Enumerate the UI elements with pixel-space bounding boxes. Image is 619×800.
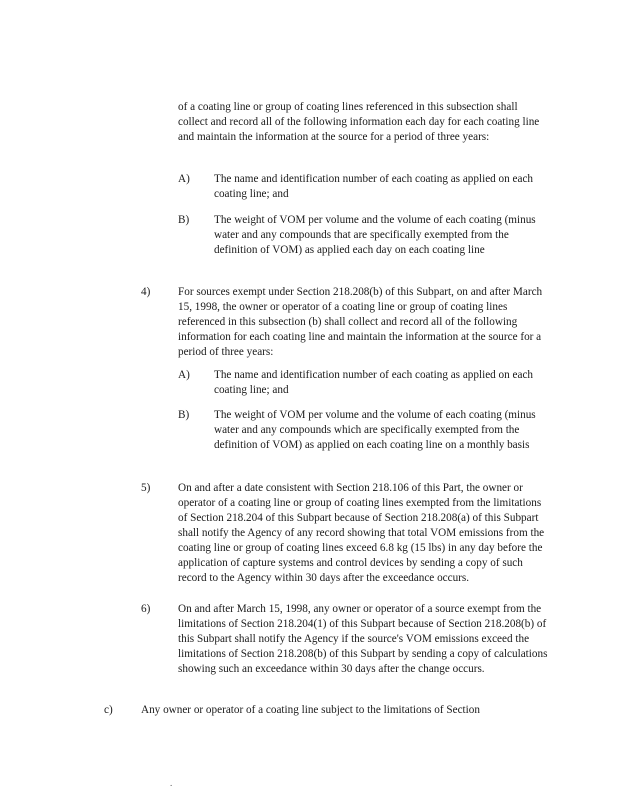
item-4-label: 4) — [141, 286, 151, 298]
item-6-text: On and after March 15, 1998, any owner or operator of a source exempt from the limitations of Section 218.204(1) of this Subpart because of Section 218.208(b) of this Subpart shall notify the Agency if the source's VOM emissions exceed the limitations of Section 218.208(b) of this Subpart by sending a copy of calculations showing such an exceedance within 30 days after the change occurs. — [178, 603, 548, 675]
footer-mark: . — [170, 778, 173, 788]
item-4-sub-b-label: B) — [178, 409, 190, 421]
item-5-label: 5) — [141, 482, 151, 494]
item-4-text: For sources exempt under Section 218.208(b) of this Subpart, on and after March 15, 1998, the owner or operator of a coating line or group of coating lines referenced in this subsection (b) shall collect and record all of the following information for each coating line and maintain the information at the source for a period of three years: — [178, 286, 543, 358]
item-5-text: On and after a date consistent with Section 218.106 of this Part, the owner or operator of a coating line or group of coating lines exempted from the limitations of Section 218.204 of this Subpart because of Section 218.208(a) of this Subpart shall notify the Agency of any record showing that total VOM emissions from the coating line or group of coating lines exceed 6.8 kg (15 lbs) in any day before the application of capture systems and control devices by sending a copy of such record to the Agency within 30 days after the exceedance occurs. — [178, 482, 545, 584]
item-4-sub-a-text: The name and identification number of each coating as applied on each coating line; and — [214, 369, 534, 396]
item-c-text: Any owner or operator of a coating line subject to the limitations of Section — [141, 704, 480, 716]
intro-item-a-label: A) — [178, 173, 190, 185]
item-4-sub-b-text: The weight of VOM per volume and the volume of each coating (minus water and any compounds which are specifically exempted from the definition of VOM) as applied on each coating line on a monthly basis — [214, 409, 536, 451]
item-4-sub-a-label: A) — [178, 369, 190, 381]
intro-continuation: of a coating line or group of coating lines referenced in this subsection shall collect and record all of the following information each day for each coating line and maintain the information at the source for a period of three years: — [178, 101, 540, 143]
intro-item-a-text: The name and identification number of each coating as applied on each coating line; and — [214, 173, 534, 200]
intro-item-b-label: B) — [178, 214, 190, 226]
item-c-label: c) — [104, 704, 113, 716]
intro-item-b-text: The weight of VOM per volume and the volume of each coating (minus water and any compounds that are specifically exempted from the definition of VOM) as applied each day on each coating line — [214, 214, 536, 256]
item-6-label: 6) — [141, 603, 151, 615]
